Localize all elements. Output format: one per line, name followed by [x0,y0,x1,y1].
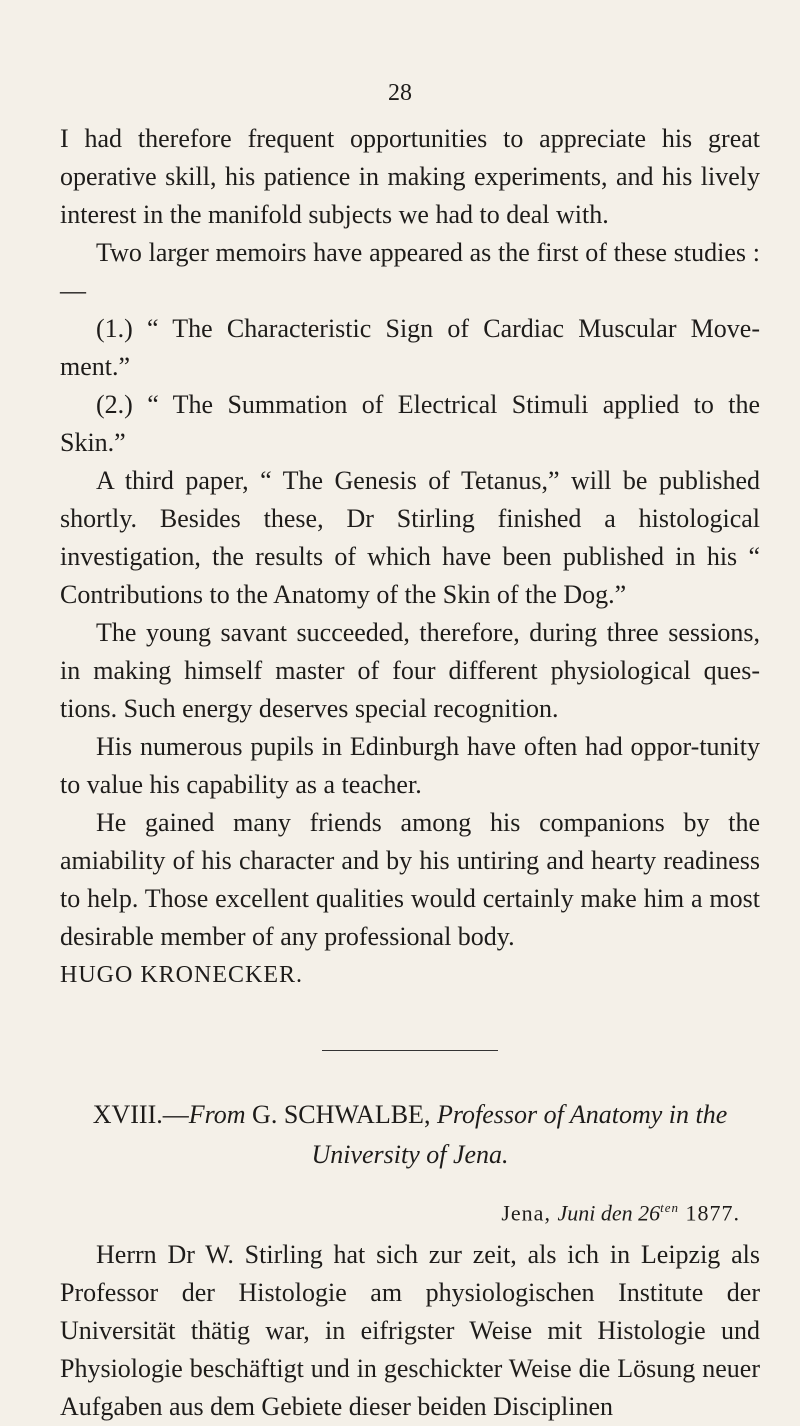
section-divider [322,1050,498,1051]
dateline-date: Juni den 26 [557,1200,661,1226]
section-title-line2: University of Jena. [311,1140,509,1169]
section-author: G. SCHWALBE, [252,1100,431,1129]
signature: HUGO KRONECKER. [60,962,303,988]
paragraph: (2.) “ The Summation of Electrical Stimuli applied to the Skin.” [60,390,760,457]
paragraph: His numerous pupils in Edinburgh have often had oppor-tunity to value his capability as a teacher. [60,732,760,799]
dateline-sup: ten [660,1200,679,1215]
section-heading: XVIII.—From G. SCHWALBE, Professor of Anatomy in the University of Jena. [60,1095,760,1175]
section-number: XVIII. [92,1100,163,1129]
german-paragraph: Herrn Dr W. Stirling hat sich zur zeit, als ich in Leipzig als Professor der Histologie am physiologischen Institute der Universität thätig war, in eifrigster Weise mit Histologie und Physiologie beschäftigt und in geschickter Weise die Lösung neuer Aufgaben aus dem Gebiete dieser beiden Disciplinen [60,1240,760,1422]
section-title-line1: Professor of Anatomy in the [436,1100,728,1129]
paragraph: I had therefore frequent opportunities to appreciate his great operative skill, his patience in making experiments, and his lively interest in the manifold subjects we had to deal with. [60,124,760,229]
dateline [60,1189,760,1232]
paragraph: Two larger memoirs have appeared as the first of these studies :— [60,238,760,305]
page-number: 28 [388,80,412,106]
paragraph: The young savant succeeded, therefore, during three sessions, in making himself master of four different physiological ques-tions. Such energy deserves special recognition. [60,618,760,723]
dateline-year: 1877. [685,1200,740,1226]
body-text [60,120,760,1426]
paragraph: He gained many friends among his companions by the amiability of his character and by his untiring and hearty readiness to help. Those excellent qualities would certainly make him a most desirable member of any professional body. [60,808,760,951]
dateline-place: Jena, [501,1200,551,1226]
section-from-label: From [188,1100,246,1129]
paragraph: A third paper, “ The Genesis of Tetanus,” will be published shortly. Besides these, Dr Stirling finished a histological investigation, the results of which have been published in his “ Contributions to the Anatomy of the Skin of the Dog.” [60,466,760,609]
paragraph: (1.) “ The Characteristic Sign of Cardiac Muscular Move-ment.” [60,314,760,381]
